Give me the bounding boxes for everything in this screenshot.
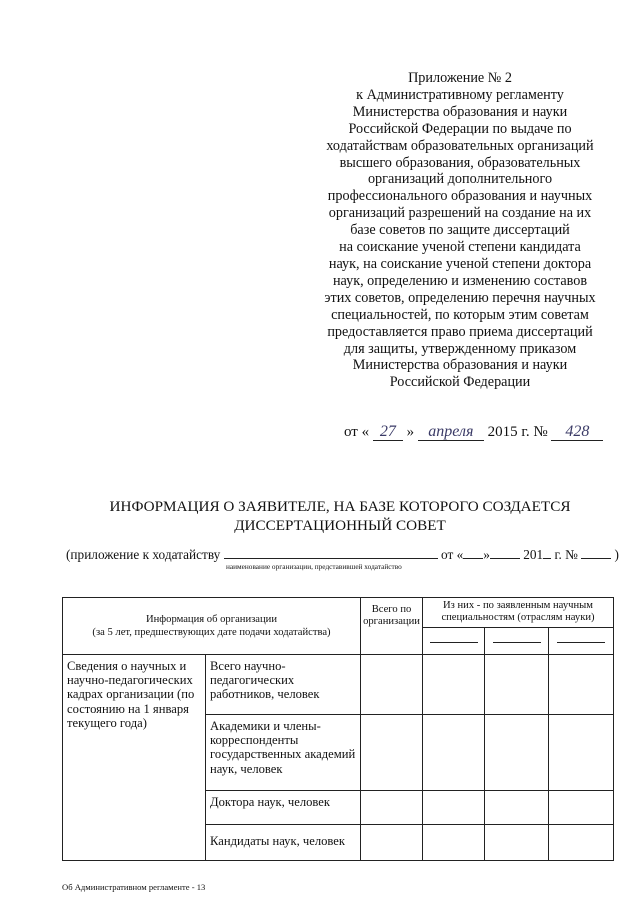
appendix-line: организаций разрешений на создание на их xyxy=(328,205,592,222)
appendix-line: специальностей, по которым этим советам xyxy=(331,306,589,323)
page-footer: Об Административном регламенте - 13 xyxy=(62,882,206,892)
table-cell[interactable] xyxy=(423,715,485,791)
specialty-code-slot[interactable] xyxy=(549,628,614,655)
petition-from: от « xyxy=(440,547,464,562)
title-line: ИНФОРМАЦИЯ О ЗАЯВИТЕЛЕ, НА БАЗЕ КОТОРОГО СОЗДАЕТСЯ xyxy=(109,498,571,515)
appendix-line: базе советов по защите диссертаций xyxy=(350,222,570,239)
petition-month-field[interactable] xyxy=(490,546,520,559)
appendix-line: Российской Федерации по выдаче по xyxy=(348,120,572,137)
title-line: ДИССЕРТАЦИОННЫЙ СОВЕТ xyxy=(234,517,446,534)
organization-name-caption: наименование организации, представившей ходатайство xyxy=(226,562,402,571)
specialty-code-field[interactable] xyxy=(493,633,541,643)
appendix-line: Приложение № 2 xyxy=(408,70,512,86)
table-cell[interactable] xyxy=(361,715,423,791)
table-cell[interactable] xyxy=(549,715,614,791)
handwritten-order-number: 428 xyxy=(551,424,603,441)
appendix-block xyxy=(300,70,620,391)
order-date-line xyxy=(344,424,603,441)
petition-number-field[interactable] xyxy=(581,546,611,559)
appendix-line: ходатайствам образовательных организаций xyxy=(326,137,594,154)
row-label-candidates: Кандидаты наук, человек xyxy=(206,825,361,861)
petition-close-quote: » xyxy=(483,547,490,562)
date-mid: » xyxy=(406,424,415,440)
table-cell[interactable] xyxy=(485,791,549,825)
specialty-code-field[interactable] xyxy=(430,633,478,643)
table-cell[interactable] xyxy=(423,791,485,825)
table-cell[interactable] xyxy=(549,791,614,825)
table-cell[interactable] xyxy=(361,791,423,825)
row-label-doctors: Доктора наук, человек xyxy=(206,791,361,825)
appendix-line: для защиты, утвержденному приказом xyxy=(343,340,577,357)
appendix-line: высшего образования, образовательных xyxy=(339,154,581,171)
header-org-title: Информация об организации xyxy=(145,614,278,625)
table-cell[interactable] xyxy=(549,825,614,861)
organization-name-field[interactable] xyxy=(224,546,438,559)
table-cell[interactable] xyxy=(423,825,485,861)
table-cell[interactable] xyxy=(361,655,423,715)
table-cell[interactable] xyxy=(423,655,485,715)
table-cell[interactable] xyxy=(361,825,423,861)
appendix-line: профессионального образования и научных xyxy=(327,188,593,205)
specialty-code-slot[interactable] xyxy=(423,628,485,655)
petition-year-field[interactable] xyxy=(543,546,551,559)
row-label-total-staff: Всего научно-педагогических работников, человек xyxy=(206,655,361,715)
row-label-academicians: Академики и члены-корреспонденты государственных академий наук, человек xyxy=(206,715,361,791)
date-year: 2015 г. № xyxy=(487,424,548,440)
petition-year: 201 xyxy=(523,547,544,562)
appendix-line: Министерства образования и науки xyxy=(352,103,568,120)
header-organization-info xyxy=(63,598,361,655)
table-cell[interactable] xyxy=(485,655,549,715)
appendix-line: этих советов, определению перечня научных xyxy=(324,289,596,306)
appendix-line: к Административному регламенту xyxy=(356,86,564,103)
document-title xyxy=(60,497,620,535)
appendix-line: на соискание ученой степени кандидата xyxy=(339,239,581,256)
appendix-line: наук, на соискание ученой степени доктора xyxy=(328,255,592,272)
specialty-code-slot[interactable] xyxy=(485,628,549,655)
table-cell[interactable] xyxy=(549,655,614,715)
appendix-line: предоставляется право приема диссертаций xyxy=(327,323,593,340)
organization-info-table xyxy=(62,597,614,861)
handwritten-month: апреля xyxy=(418,424,484,441)
header-org-subtitle: (за 5 лет, предшествующих дате подачи ходатайства) xyxy=(92,627,331,638)
petition-year-suffix: г. № xyxy=(554,547,578,562)
petition-prefix: (приложение к ходатайству xyxy=(66,547,221,562)
petition-end: ) xyxy=(614,547,619,562)
date-prefix: от « xyxy=(344,424,370,440)
appendix-line: организаций дополнительного xyxy=(367,171,553,188)
appendix-line: наук, определению и изменению составов xyxy=(332,272,588,289)
petition-day-field[interactable] xyxy=(463,546,483,559)
appendix-line: Министерства образования и науки xyxy=(352,357,568,374)
row-group-staff-info: Сведения о научных и научно-педагогических кадрах организации (по состоянию на 1 января текущего года) xyxy=(63,655,206,861)
specialty-code-field[interactable] xyxy=(557,633,605,643)
appendix-line: Российской Федерации xyxy=(389,374,531,391)
table-cell[interactable] xyxy=(485,825,549,861)
header-total: Всего по организации xyxy=(361,598,423,655)
table-cell[interactable] xyxy=(485,715,549,791)
table-row xyxy=(63,655,614,715)
petition-reference xyxy=(66,546,626,563)
handwritten-day: 27 xyxy=(373,424,403,441)
header-specialties: Из них - по заявленным научным специальностям (отраслям науки) xyxy=(423,598,614,628)
